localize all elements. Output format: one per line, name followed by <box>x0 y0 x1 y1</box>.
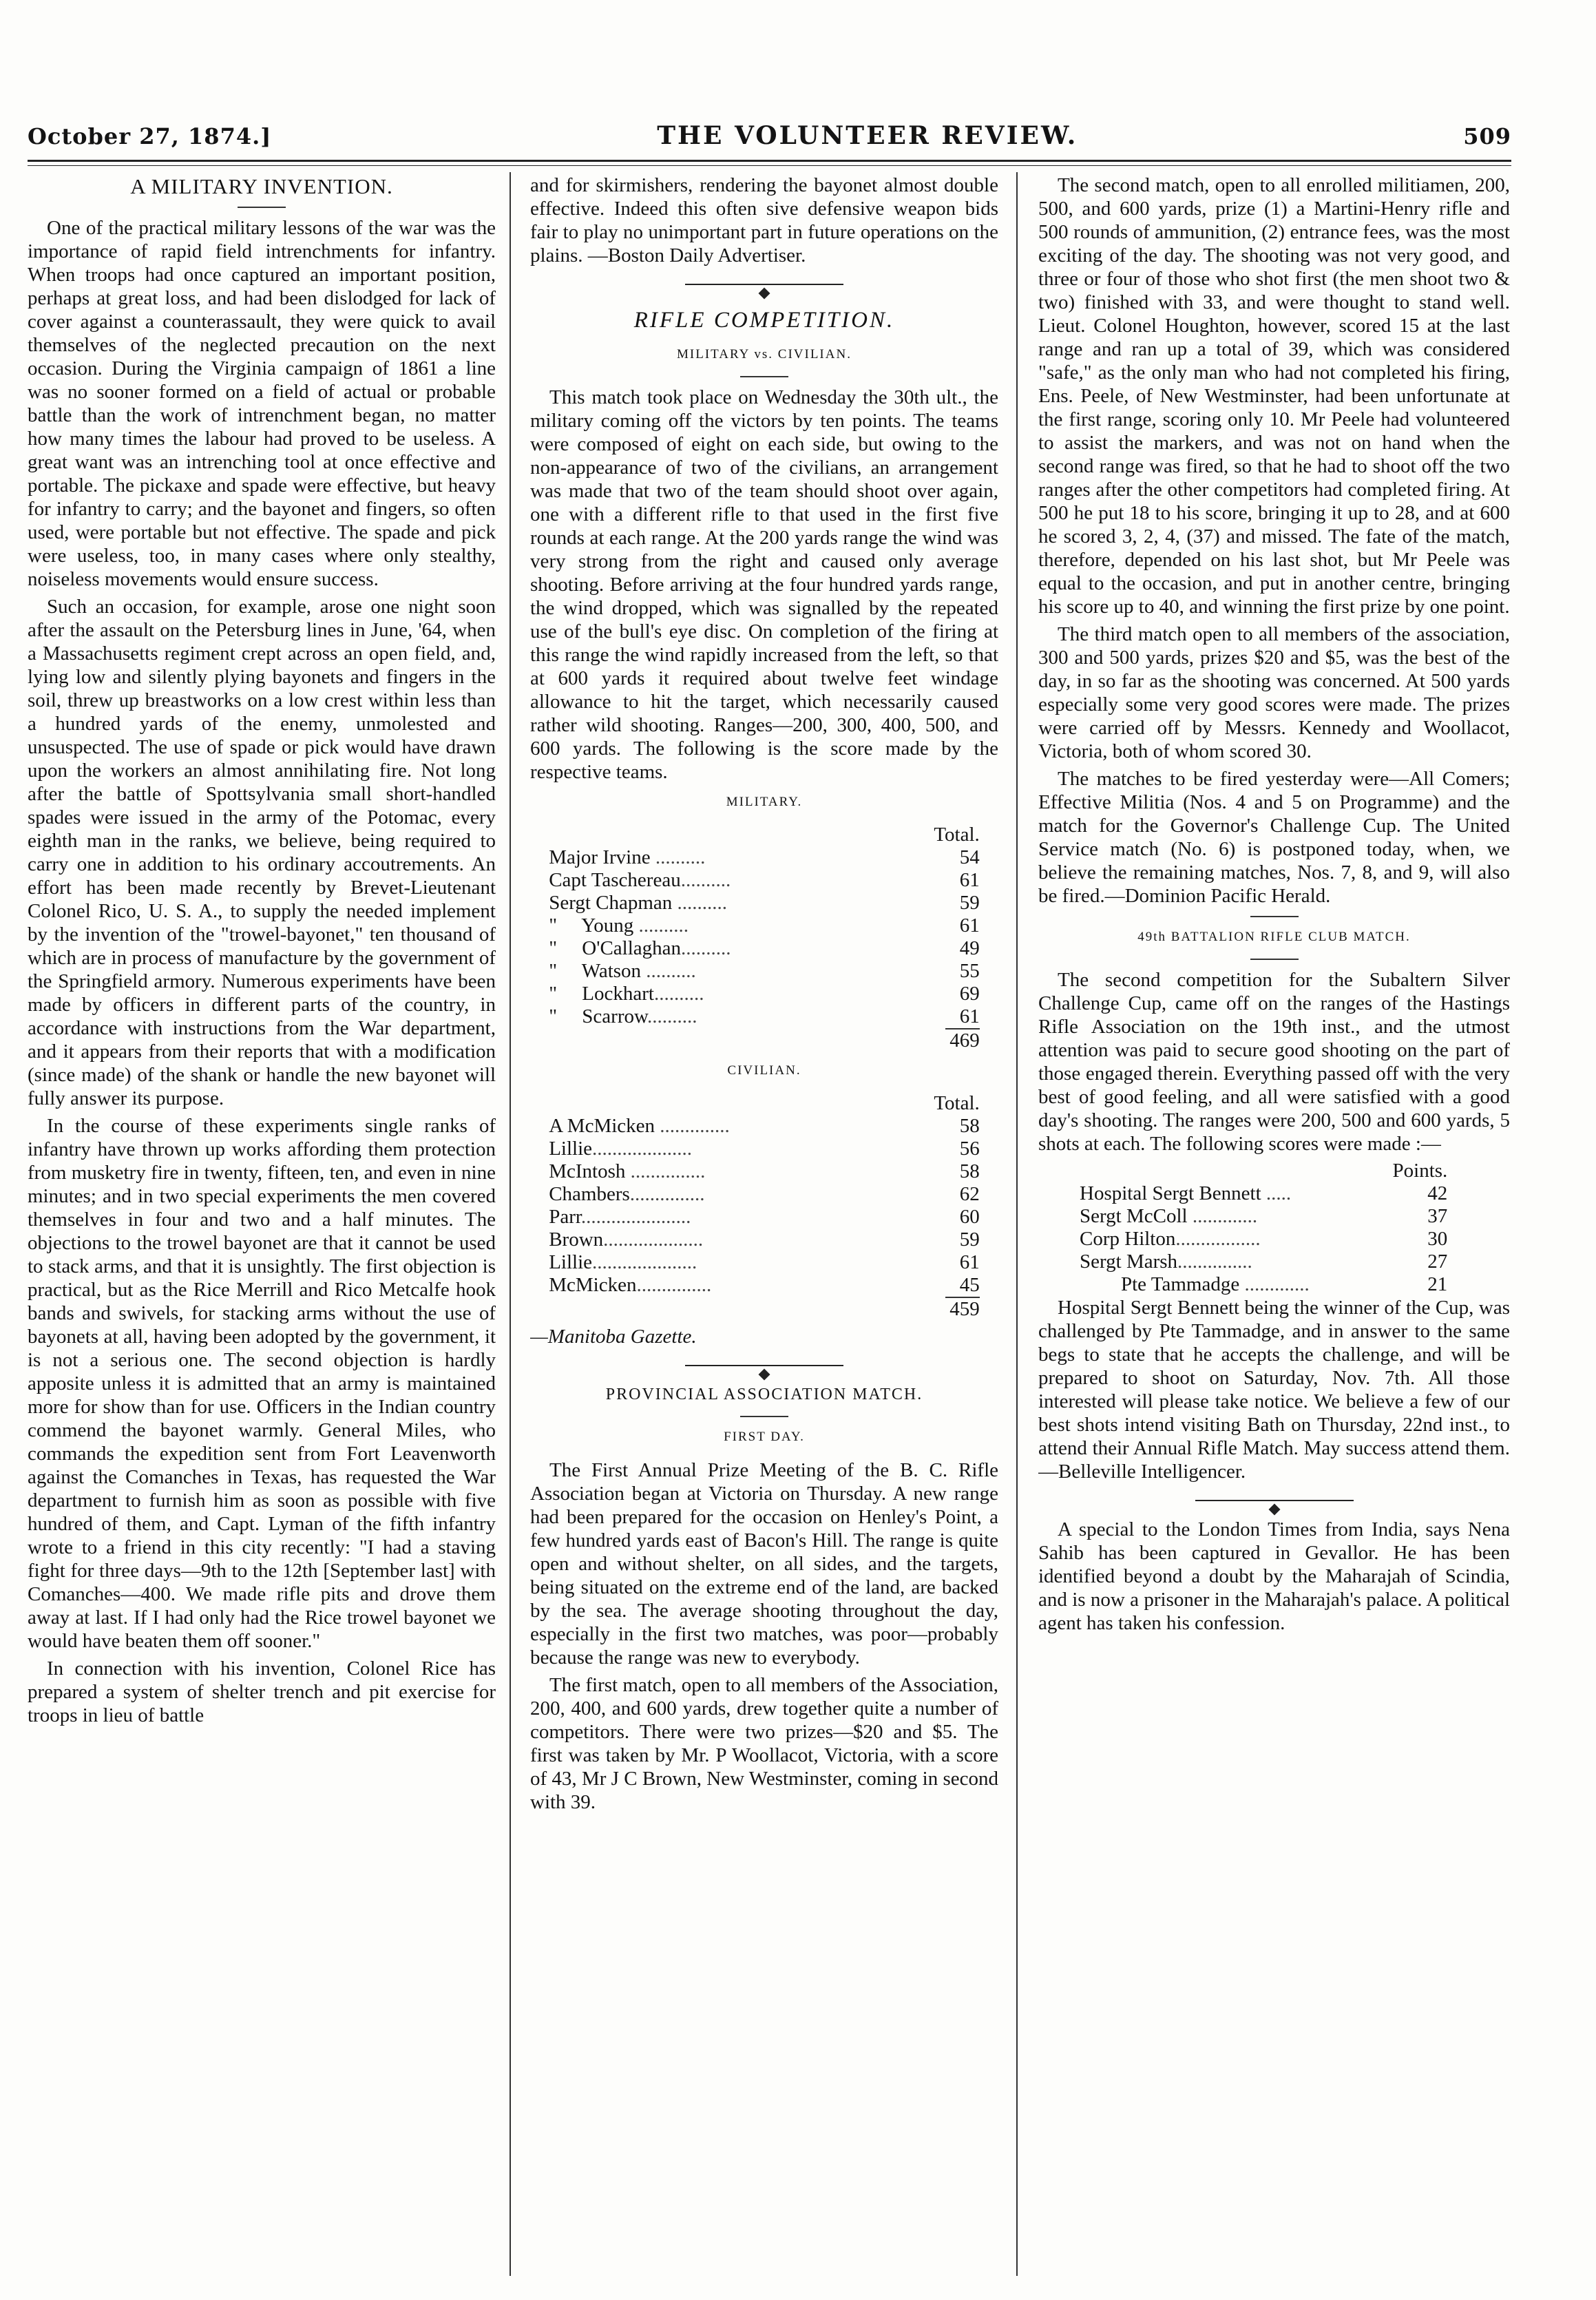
paragraph: The first match, open to all members of the Association, 200, 400, and 600 yards, drew together quite a number of competitors. There were two prizes—$20 and $5. The first was taken by Mr. P Woollacot, Victoria, with a score of 43, Mr J C Brown, New Westminster, coming in second with 39. <box>530 1674 998 1813</box>
issue-date: October 27, 1874.] <box>28 123 272 149</box>
table-row: Lillie.................... 56 <box>549 1138 980 1160</box>
paragraph: The matches to be fired yesterday were—All Comers; Effective Militia (Nos. 4 and 5 on Programme) and the match for the Governor's Challenge Cup. The United Service match (No. 6) is postponed today, when, we believe the remaining matches, Nos. 7, 8, and 9, will also be fired.—Dominion Pacific Herald. <box>1038 768 1510 907</box>
paragraph: One of the practical military lessons of the war was the importance of rapid field intrenchments for infantry. When troops had once captured an important position, perhaps at great loss, and had been dislodged for lack of cover against a counterassault, they were quick to avail themselves of the neglected precaution on the next occasion. During the Virginia campaign of 1861 a line was no sooner formed on a field of actual or probable battle than the work of intrenchment began, no matter how many times the labour had proved to be useless. A great want was an intrenching tool at once effective and portable. The pickaxe and spade were effective, but heavy for infantry to carry; and the bayonet and fingers, so often used, were portable but not effective. The spade and pick were useless, too, in many cases where only stealthy, noiseless movements would ensure success. <box>28 217 496 590</box>
score-table-civilian <box>549 1092 980 1321</box>
paragraph: The First Annual Prize Meeting of the B. C. Rifle Association began at Victoria on Thursday. A new range had been prepared for the occasion on Henley's Point, a few hundred yards east of Bacon's Hill. The range is quite open and without shelter, on all sides, and the targets, being situated on the extreme end of the land, are backed by the sea. The average shooting throughout the day, especially in the first two matches, was poor—probably because the range was new to everybody. <box>530 1459 998 1669</box>
shooter-score: 58 <box>959 1160 980 1182</box>
article-heading: 49th BATTALION RIFLE CLUB MATCH. <box>1137 930 1411 944</box>
paragraph: Hospital Sergt Bennett being the winner of the Cup, was challenged by Pte Tammadge, and in answer to the same begs to state that he accepts the challenge, and will be prepared to shoot on Saturday, Nov. 7th. All those interested will please take notice. We believe a few of our best shots intend visiting Bath on Thursday, 22nd inst., to attend their Annual Rifle Match. May success attend them.—Belleville Intelligencer. <box>1038 1297 1510 1483</box>
shooter-name: " Lockhart <box>549 983 654 1005</box>
score-table-military <box>549 824 980 1052</box>
paragraph: Such an occasion, for example, arose one night soon after the assault on the Petersburg lines in June, '64, when a Massachusetts regiment crept across an open field, and, lying low and silently plying bayonets and fingers in the soil, threw up breastworks on a low crest within less than a hundred yards of the enemy, unmolested and unsuspected. The use of spade or pick would have drawn upon the workers an almost annihilating fire. Not long after the battle of Spottsylvania small short-handled spades were issued in the army of the Potomac, every eighth man in the ranks, we believe, being required to carry one in addition to his ordinary accoutrements. An effort has been made recently by Brevet-Lieutenant Colonel Rico, U. S. A., to supply the needed implement by the invention of the "trowel-bayonet," ten thousand of which are in process of manufacture by the government of the Springfield armory. Numerous experiments have been made by officers in different parts of the country, in accordance with instructions from the War department, and it appears from their reports that with a modification (since made) of the shank or handle the new bayonet will fully answer its purpose. <box>28 596 496 1109</box>
shooter-score: 55 <box>959 960 980 982</box>
team-label: MILITARY. <box>726 795 803 809</box>
divider <box>740 1416 788 1417</box>
table-row: Sergt Chapman .......... 59 <box>549 892 980 914</box>
article-heading: RIFLE COMPETITION. <box>633 308 895 333</box>
column-1 <box>28 174 496 2274</box>
shooter-name: Sergt Chapman <box>549 892 673 914</box>
shooter-name: A McMicken <box>549 1115 655 1137</box>
table-row: Pte Tammadge ............. 21 <box>1121 1273 1448 1295</box>
shooter-name: " Young <box>549 914 634 937</box>
column-3 <box>1038 174 1510 2274</box>
shooter-score: 21 <box>1427 1273 1448 1295</box>
table-row: " O'Callaghan.......... 49 <box>549 937 980 959</box>
shooter-name: Chambers <box>549 1183 630 1205</box>
column-divider <box>1016 172 1018 2276</box>
team-total: 459 <box>945 1297 980 1321</box>
shooter-name: Sergt Marsh <box>1080 1251 1178 1273</box>
shooter-score: 61 <box>959 1251 980 1273</box>
paragraph: In connection with his invention, Colonel Rice has prepared a system of shelter trench and pit exercise for troops in lieu of battle <box>28 1658 496 1726</box>
table-row: Sergt Marsh............... 27 <box>1080 1251 1448 1273</box>
divider <box>1250 916 1299 917</box>
divider <box>740 376 788 377</box>
points-label: Points. <box>1392 1160 1448 1182</box>
table-row: Brown.................... 59 <box>549 1229 980 1251</box>
shooter-name: Brown <box>549 1229 604 1251</box>
team-total: 469 <box>945 1028 980 1052</box>
paragraph: The third match open to all members of the association, 300 and 500 yards, prizes $20 and $5, was the best of the day, in so far as the shooting was concerned. At 500 yards especially some very good scores were made. The prizes were carried off by Messrs. Kennedy and Woollacot, Victoria, both of whom scored 30. <box>1038 623 1510 762</box>
shooter-name: McIntosh <box>549 1160 626 1182</box>
table-row: " Watson .......... 55 <box>549 960 980 982</box>
shooter-score: 61 <box>959 869 980 891</box>
table-row: Parr...................... 60 <box>549 1206 980 1228</box>
shooter-score: 61 <box>959 914 980 937</box>
shooter-score: 69 <box>959 983 980 1005</box>
table-row: " Scarrow.......... 61 <box>549 1005 980 1027</box>
ornament-divider <box>685 280 843 289</box>
paragraph: and for skirmishers, rendering the bayonet almost double effective. Indeed this often sive defensive weapon bids fair to play no unimportant part in future operations on the plains. —Boston Daily Advertiser. <box>530 174 998 266</box>
shooter-score: 30 <box>1427 1228 1448 1250</box>
shooter-score: 49 <box>959 937 980 959</box>
shooter-name: Pte Tammadge <box>1121 1273 1240 1295</box>
table-row: Corp Hilton................. 30 <box>1080 1228 1448 1250</box>
table-row: Sergt McColl ............. 37 <box>1080 1205 1448 1227</box>
shooter-name: Major Irvine <box>549 846 651 868</box>
shooter-score: 54 <box>959 846 980 868</box>
shooter-name: Hospital Sergt Bennett <box>1080 1182 1261 1204</box>
team-label: CIVILIAN. <box>727 1063 801 1078</box>
page-number: 509 <box>1463 123 1511 149</box>
shooter-score: 60 <box>959 1206 980 1228</box>
total-label: Total. <box>934 1092 980 1114</box>
table-row: Chambers............... 62 <box>549 1183 980 1205</box>
ornament-divider <box>1195 1496 1354 1505</box>
shooter-name: " Watson <box>549 960 642 982</box>
score-table-club <box>1080 1160 1447 1296</box>
paragraph: A special to the London Times from India, says Nena Sahib has been captured in Gevallor. He has been identified beyond a doubt by the Maharajah of Scindia, and is now a prisoner in the Maharajah's palace. A political agent has taken his confession. <box>1038 1518 1510 1634</box>
shooter-score: 42 <box>1427 1182 1448 1204</box>
divider <box>238 207 286 208</box>
shooter-name: Parr <box>549 1206 581 1228</box>
article-subheading: MILITARY vs. CIVILIAN. <box>677 347 852 362</box>
paragraph: In the course of these experiments single ranks of infantry have thrown up works affording them protection from musketry fire in twenty, fifteen, ten, and even in nine minutes; and in two special experiments the men covered themselves in four and two and a half minutes. The objections to the trowel bayonet are that it cannot be used to stack arms, and that it is unsightly. The first objection is practical, but as the Rice Merrill and Rico Metcalfe hook bands and swivels, for stacking arms without the use of bayonets at all, having been adopted by the government, it is not a serious one. The second objection is hardly apposite unless it is admitted that an army is maintained more for show than for use. Officers in the Indian country commend the bayonet warmly. General Miles, who commands the expedition sent from Fort Leavenworth against the Comanches in Texas, has requested the War department to furnish him as soon as possible with five hundred of them, and Capt. Lyman of the fifth infantry wrote to a friend in this city recently: "I had a staving fight for three days—9th to the 12th [September last] with Comanches—400. We made rifle pits and drove them away at last. If I had only had the Rice trowel bayonet we would have beaten them off sooner." <box>28 1115 496 1652</box>
divider <box>1250 959 1299 960</box>
shooter-name: Lillie <box>549 1251 593 1273</box>
table-row: Hospital Sergt Bennett ..... 42 <box>1080 1182 1448 1204</box>
shooter-score: 37 <box>1427 1205 1448 1227</box>
paragraph: The second match, open to all enrolled militiamen, 200, 500, and 600 yards, prize (1) a Martini-Henry rifle and 500 rounds of ammunition, (2) entrance fees, was the most exciting of the day. The shooting was not very good, and three or four of those who shot first (the men shoot two & two) finished with 33, and were thought to stand well. Lieut. Colonel Houghton, however, scored 15 at the last range and ran up a total of 39, which was considered "safe," as the only man who had not completed his firing, Ens. Peele, of New Westminster, had been unfortunate at the first range, scoring only 10. Mr Peele had volunteered to assist the markers, and was not on hand when the second range was fired, so that he had to shoot off the two ranges after the other competitors had completed firing. At 500 he put 18 to his score, bringing it up to 28, and at 600 he scored 3, 2, 4, (37) and missed. The fate of the match, therefore, depended on his last shot, but Mr Peele was equal to the occasion, and put in another centre, bringing his score up to 40, and winning the first prize by one point. <box>1038 174 1510 618</box>
shooter-name: Sergt McColl <box>1080 1205 1188 1227</box>
shooter-name: McMicken <box>549 1274 637 1296</box>
paragraph: The second competition for the Subaltern Silver Challenge Cup, came off on the ranges of the Hastings Rifle Association on the 19th inst., and the utmost attention was paid to secure good shooting on the part of those engaged therein. Everything passed off with the very best of good feeling, and all were satisfied with a good day's shooting. The ranges were 200, 500 and 600 yards, 5 shots at each. The following scores were made :— <box>1038 969 1510 1155</box>
shooter-score: 27 <box>1427 1251 1448 1273</box>
table-row: Lillie..................... 61 <box>549 1251 980 1273</box>
shooter-score: 61 <box>959 1005 980 1027</box>
shooter-name: Capt Taschereau <box>549 869 681 891</box>
table-row: McMicken............... 45 <box>549 1274 980 1296</box>
shooter-score: 56 <box>959 1138 980 1160</box>
page-header <box>28 121 1511 157</box>
shooter-name: " O'Callaghan <box>549 937 682 959</box>
header-rule-thin <box>28 165 1511 166</box>
shooter-name: " Scarrow <box>549 1005 648 1027</box>
table-row: McIntosh ............... 58 <box>549 1160 980 1182</box>
table-row: A McMicken .............. 58 <box>549 1115 980 1137</box>
column-2 <box>530 174 998 2274</box>
table-row: " Lockhart.......... 69 <box>549 983 980 1005</box>
shooter-score: 59 <box>959 892 980 914</box>
column-divider <box>510 172 511 2276</box>
source-credit: —Manitoba Gazette. <box>530 1326 697 1348</box>
shooter-score: 45 <box>959 1274 980 1296</box>
article-heading: A MILITARY INVENTION. <box>130 174 393 198</box>
paragraph: This match took place on Wednesday the 30th ult., the military coming off the victors by ten points. The teams were composed of eight on each side, but owing to the non-appearance of two of the civilians, an arrangement was made that two of the team should shoot over again, one with a different rifle to that used in the first five rounds at each range. At the 200 yards range the wind was very strong from the right and caused only average shooting. Before arriving at the four hundred yards range, the wind dropped, which was signalled by the repeated use of the bull's eye disc. On completion of the firing at this range the wind rapidly increased from the left, so that at 600 yards it required about twelve feet windage allowance to hit the target, which necessarily caused rather wild shooting. Ranges—200, 300, 400, 500, and 600 yards. The following is the score made by the respective teams. <box>530 386 998 783</box>
table-row: Major Irvine .......... 54 <box>549 846 980 868</box>
article-heading: PROVINCIAL ASSOCIATION MATCH. <box>605 1386 923 1403</box>
shooter-name: Corp Hilton <box>1080 1228 1176 1250</box>
header-rule <box>28 160 1511 162</box>
table-row: Capt Taschereau.......... 61 <box>549 869 980 891</box>
shooter-score: 62 <box>959 1183 980 1205</box>
publication-title: THE VOLUNTEER REVIEW. <box>657 121 1078 150</box>
total-label: Total. <box>934 824 980 846</box>
ornament-divider <box>685 1361 843 1370</box>
shooter-score: 58 <box>959 1115 980 1137</box>
article-subheading: FIRST DAY. <box>724 1430 805 1444</box>
shooter-name: Lillie <box>549 1138 593 1160</box>
table-row: " Young .......... 61 <box>549 914 980 937</box>
shooter-score: 59 <box>959 1229 980 1251</box>
